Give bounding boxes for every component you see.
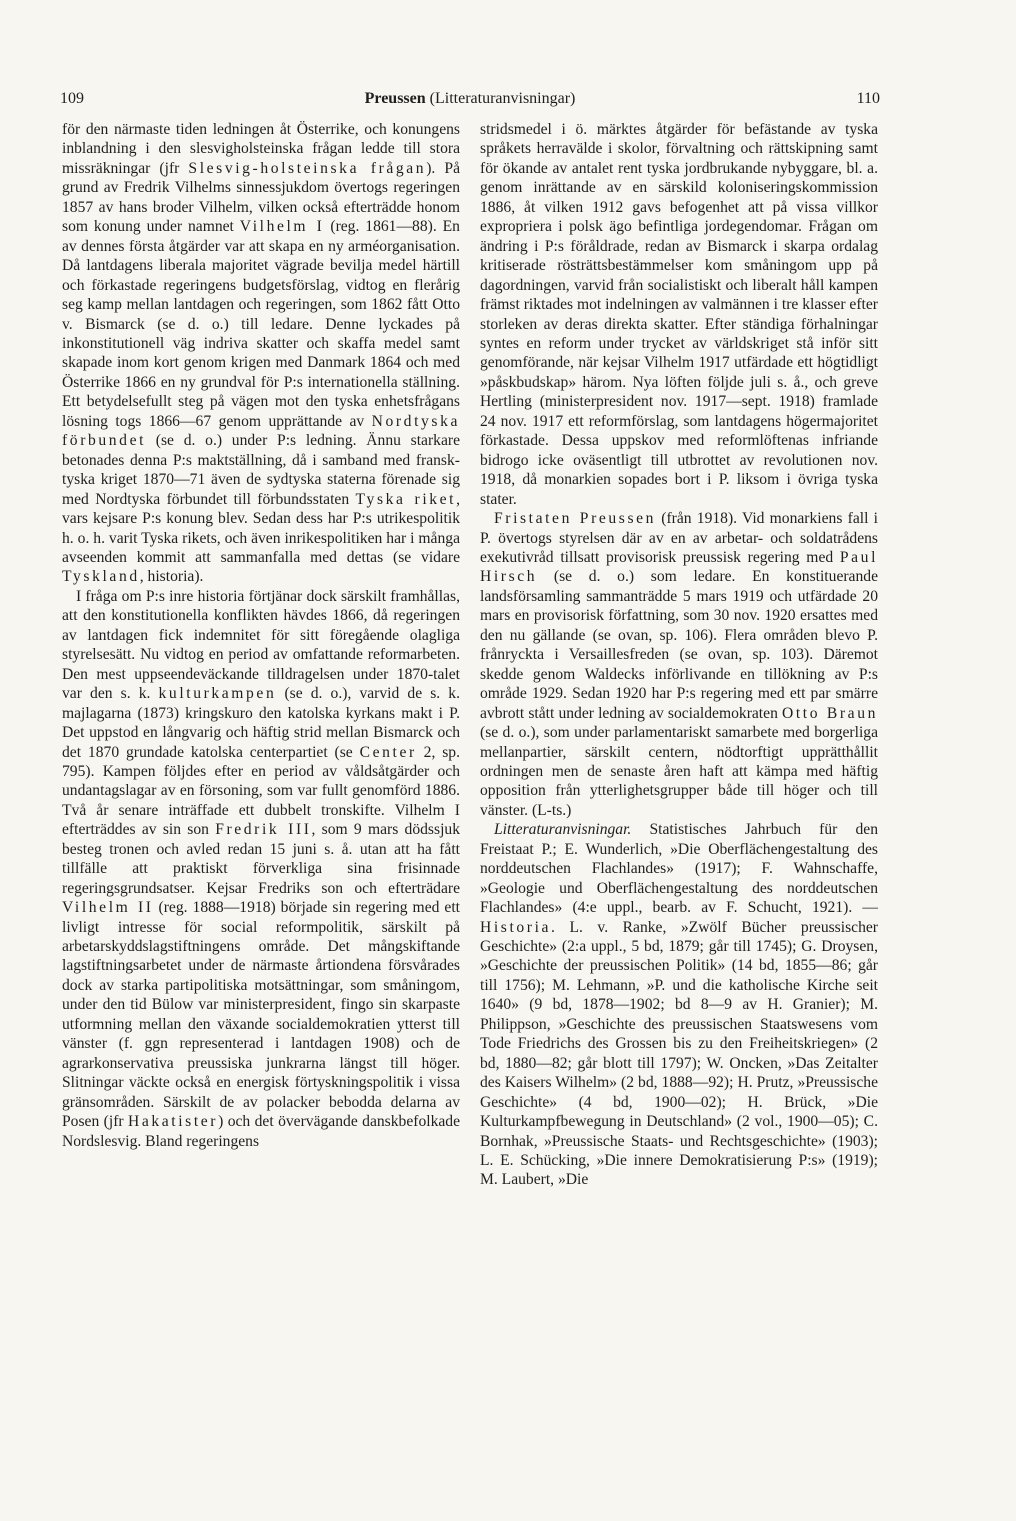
spaced-reference: Otto Braun xyxy=(782,704,878,722)
text-run: ) och det övervägande danskbefolkade Nordslesvig. Bland regeringens xyxy=(62,1113,461,1150)
text-run: I fråga om P:s inre historia förtjänar dock särskilt framhållas, att den konstitutionella konflikten hävdes 1866, då regeringen av lantdagen fick indemnitet för sitt föregående olagliga styrelsesätt. Nu vidtog en period av omfattande reformarbeten. Den mest uppseendeväckande tilldragelsen under 1870-talet var den s. k. xyxy=(62,587,460,703)
spaced-reference: Fredrik III xyxy=(215,821,312,839)
paragraph xyxy=(480,120,878,509)
text-run: (reg. 1888—1918) började sin regering med ett livligt intresse för social reformpolitik, särskilt på arbetarskyddslagstiftningens område. Det mångskiftande lagstiftningsarbetet under de närmaste årtiondena försvårades dock av starka partipolitiska motsättningar, som småningom, under den tid Bülow var ministerpresident, fingo sin skarpaste utformning mellan den växande socialdemokratien ytterst till vänster (f. ggn representerad i lantdagen 1908) och de agrarkonservativa preussiska junkrarna längst till höger. Slitningar väckte också en energisk förtyskningspolitik i vissa gränsområden. Särskilt de av polacker bebodda delarna av Posen (jfr xyxy=(62,899,460,1131)
text-run: för den närmaste tiden ledningen åt Österrike, och konungens inblandning i den slesvigholsteinska frågan ledde till stora missräkningar (jfr xyxy=(62,121,460,177)
text-run: 2, sp. 795). Kampen följdes efter en period av våldsåtgärder och undantagslagar av en försoning, som var fullt genomförd 1886. Två år senare inträffade ett dubbelt tronskifte. Vilhelm I efterträddes av sin son xyxy=(62,743,460,839)
spaced-reference: Center xyxy=(359,743,417,761)
text-run: (se d. o.) som ledare. En konstituerande landsförsamling sammanträdde 5 mars 1919 och utfärdade 20 mars en provisorisk författning, som 30 nov. 1920 ersattes med den nu gällande (se ovan, sp. 106). Flera områden blevo P. frånryckta i Versaillesfreden (se ovan, sp. 103). Däremot skedde genom Waldecks införlivande en tillökning av P:s område 1929. Sedan 1920 har P:s regering med ett par smärre avbrott stått under ledning av socialdemokraten xyxy=(480,568,878,722)
text-run: , vars kejsare P:s konung blev. Sedan dess har P:s utrikespolitik h. o. h. varit Tyska rikets, och även inrikespolitiken har i många avseenden kommit att sammanfalla med dettas (se vidare xyxy=(62,490,461,566)
text-run: , som 9 mars dödssjuk besteg tronen och avled redan 15 juni s. å. utan att ha fått tillfälle att praktiskt förverkliga sina frisinnade regeringsgrundsatser. Kejsar Fredriks son och efterträdare xyxy=(62,821,460,897)
page-header xyxy=(60,90,880,114)
paragraph xyxy=(480,820,878,1190)
spaced-reference: Slesvig-holsteinska frågan xyxy=(188,159,427,177)
text-run: (från 1918). Vid monarkiens fall i P. övertogs styrelsen där av en av arbetar- och soldatrådens exekutivråd tillsatt provisorisk preussisk regering med xyxy=(480,510,878,566)
spaced-reference: Paul Hirsch xyxy=(480,548,878,586)
spaced-reference: Nordtyska förbundet xyxy=(62,412,460,450)
spaced-reference: Vilhelm I xyxy=(239,218,325,236)
paragraph xyxy=(62,587,460,1151)
text-run: Statistisches Jahrbuch für den Freistaat P.; E. Wunderlich, »Die Oberflächengestaltung des norddeutschen Flachlandes» (1917); F. Wahnschaffe, »Geologie und Oberflächengestaltung des norddeutschen Flachlandes» (4:e uppl., bearb. av F. Schucht, 1921). — xyxy=(480,821,878,917)
spaced-reference: Tyska riket xyxy=(355,490,457,508)
paragraph xyxy=(480,509,878,820)
text-run: (se d. o.), som under parlamentariskt samarbete med borgerliga mellanpartier, särskilt centern, nödtorftigt upprätthållit ordningen men de senaste åren haft att kämpa med häftig opposition från ytterlighetsgrupper både till höger och till vänster. (L-ts.) xyxy=(480,724,878,819)
spaced-reference: Tyskland xyxy=(62,568,140,586)
spaced-reference: Vilhelm II xyxy=(62,899,154,917)
right-column xyxy=(480,120,878,1190)
text-run: ). På grund av Fredrik Vilhelms sinnessjukdom övertogs regeringen 1857 av hans broder Vilhelm, vilken också efterträdde honom som konung under namnet xyxy=(62,159,460,236)
left-column xyxy=(62,120,460,1151)
page-number-right: 110 xyxy=(856,90,880,107)
page-number-left: 109 xyxy=(60,90,84,107)
text-run: (se d. o.), varvid de s. k. majlagarna (1873) kringskuro den katolska kyrkans makt i P. Det uppstod en långvarig och häftig strid mellan Bismarck och det 1870 grundade katolska centerpartiet (se xyxy=(62,685,460,761)
text-run: . L. v. Ranke, »Zwölf Bücher preussischer Geschichte» (2:a uppl., 5 bd, 1879; går till 1745); G. Droysen, »Geschichte der preussischen Politik» (14 bd, 1855—86; går till 1756); M. Lehmann, »P. und die katholische Kirche seit 1640» (9 bd, 1878—1902; bd 8—9 av H. Granier); M. Philippson, »Geschichte des preussischen Staatswesens vom Tode Friedrichs des Grossen bis zu den Freiheitskriegen» (2 bd, 1880—82; går blott till 1797); W. Oncken, »Das Zeitalter des Kaisers Wilhelm» (2 bd, 1888—92); H. Prutz, »Preussische Geschichte» (4 bd, 1900—02); H. Brück, »Die Kulturkampfbewegung in Deutschland» (2 vol., 1900—05); C. Bornhak, »Preussische Staats- und Rechtsgeschichte» (1903); L. E. Schücking, »Die innere Demokratisierung P:s» (1919); M. Laubert, »Die xyxy=(480,918,878,1189)
spaced-reference: Hakatister xyxy=(128,1113,219,1131)
running-title-main: Preussen xyxy=(364,90,426,107)
spaced-reference: Fristaten Preussen xyxy=(494,510,657,528)
text-run: (se d. o.) under P:s ledning. Ännu starkare betonades denna P:s maktställning, då i samband med fransk-tyska kriget 1870—71 även de sydtyska staterna förenade sig med Nordtyska förbundet till förbundsstaten xyxy=(62,432,460,508)
running-title xyxy=(60,90,880,108)
spaced-reference: Historia xyxy=(480,918,552,936)
text-run: (reg. 1861—88). En av dennes första åtgärder var att skapa en ny arméorganisation. Då lantdagens liberala majoritet vägrade bevilja medel härtill och förkastade regeringens budgetsförslag, vidtog en flerårig seg kamp mellan lantdagen och regeringen, som 1862 fått Otto v. Bismarck (se d. o.) till ledare. Denne lyckades på inkonstitutionell väg indriva skatter och skaffa medel samt skapade inom kort genom krigen med Danmark 1864 och med Österrike 1866 en ny grundval för P:s internationella ställning. Ett betydelsefullt steg på vägen mot den tyska enhetsfrågans lösning togs 1866—67 genom upprättande av xyxy=(62,218,460,430)
section-heading-italic: Litteraturanvisningar. xyxy=(494,821,632,839)
paragraph xyxy=(62,120,460,587)
running-title-sub: (Litteraturanvisningar) xyxy=(429,90,576,107)
spaced-reference: kulturkampen xyxy=(158,685,277,703)
text-run: stridsmedel i ö. märktes åtgärder för befästande av tyska språkets herravälde i skolor, förvaltning och rättskipning samt för ökande av antalet rent tyska jordbrukande nybyggare, bl. a. genom inrättande av en särskild koloniseringskommission 1886, åt vilken 1912 gavs befogenhet att på vissa villkor expropriera i polsk ägo befintliga jordegendomar. Frågan om ändring i P:s föråldrade, redan av Bismarck i skarpa ordalag kritiserade rösträttsbestämmelser kom småningom upp på dagordningen, varvid från socialistiskt och liberalt håll kampen främst riktades mot indelningen av valmännen i tre klasser efter storleken av deras direkta skatter. Efter ständiga förhalningar syntes en reform under trycket av världskriget stå inför sitt genomförande, när kejsar Vilhelm 1917 utfärdade ett högtidligt »påskbudskap» härom. Nya löften följde juli s. å., och greve Hertling (ministerpresident nov. 1917—sept. 1918) framlade 24 nov. 1917 ett reformförslag, som lantdagens högermajoritet förkastade. Dessa uppskov med reformlöftenas infriande bidrogo icke oväsentligt till utbrottet av revolutionen nov. 1918, då monarkien sopades bort i P. liksom i övriga tyska stater. xyxy=(480,121,878,508)
text-run: , historia). xyxy=(139,568,204,586)
